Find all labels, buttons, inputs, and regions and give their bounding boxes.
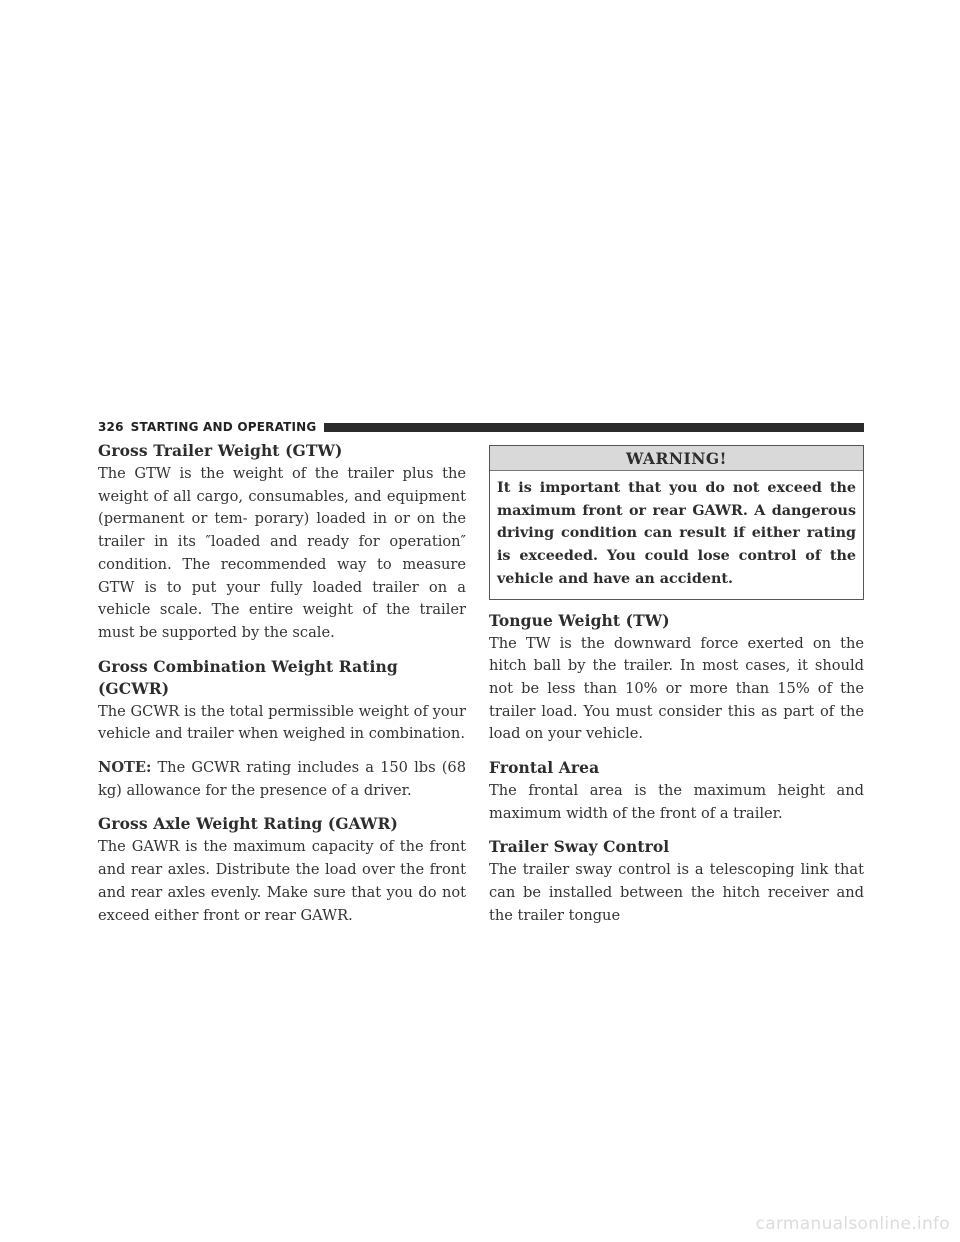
tw-paragraph: The TW is the downward force exerted on the hitch ball by the trailer. In most cases, it should not be less than 10% or more than 15% of the trailer load. You must consider this as part of the load on your vehicle.: [489, 634, 864, 743]
tw-heading: Tongue Weight (TW): [489, 610, 670, 630]
gcwr-heading: Gross Combination Weight Rating (GCWR): [98, 656, 398, 698]
left-column: [98, 440, 466, 938]
section-title: STARTING AND OPERATING: [130, 420, 317, 434]
warning-title: WARNING!: [490, 446, 863, 471]
sway-control-heading: Trailer Sway Control: [489, 837, 670, 857]
warning-text: It is important that you do not exceed the maximum front or rear GAWR. A dangerous driving condition can result if either rating is exceeded. You could lose control of the vehicle and have an accident.: [497, 480, 856, 587]
gawr-paragraph: The GAWR is the maximum capacity of the front and rear axles. Distribute the load over the front and rear axles evenly. Make sure that you do not exceed either front or rear GAWR.: [98, 838, 466, 924]
note-label: NOTE:: [98, 759, 152, 777]
watermark: carmanualsonline.info: [755, 1214, 950, 1234]
sway-control-paragraph: The trailer sway control is a telescoping link that can be installed between the hitch receiver and the trailer tongue: [489, 861, 864, 924]
note-paragraph: [98, 757, 466, 802]
note-text: The GCWR rating includes a 150 lbs (68 kg) allowance for the presence of a driver.: [98, 759, 466, 799]
right-column: [489, 445, 864, 939]
gcwr-paragraph: The GCWR is the total permissible weight of your vehicle and trailer when weighed in combination.: [98, 702, 466, 743]
gtw-paragraph: The GTW is the weight of the trailer plus the weight of all cargo, consumables, and equipment (permanent or tem- porary) loaded in or on the trailer in its ″loaded and ready for operation″ condition. The recommended way to measure GTW is to put your fully loaded trailer on a vehicle scale. The entire weight of the trailer must be supported by the scale.: [98, 465, 466, 641]
frontal-area-paragraph: The frontal area is the maximum height and maximum width of the front of a trailer.: [489, 782, 864, 822]
warning-box: [489, 445, 864, 600]
gtw-heading: Gross Trailer Weight (GTW): [98, 441, 343, 460]
gawr-heading: Gross Axle Weight Rating (GAWR): [98, 814, 398, 834]
running-head: [98, 418, 864, 436]
page-number: 326: [98, 420, 124, 434]
frontal-area-heading: Frontal Area: [489, 758, 600, 778]
header-rule-bar: [324, 423, 864, 432]
